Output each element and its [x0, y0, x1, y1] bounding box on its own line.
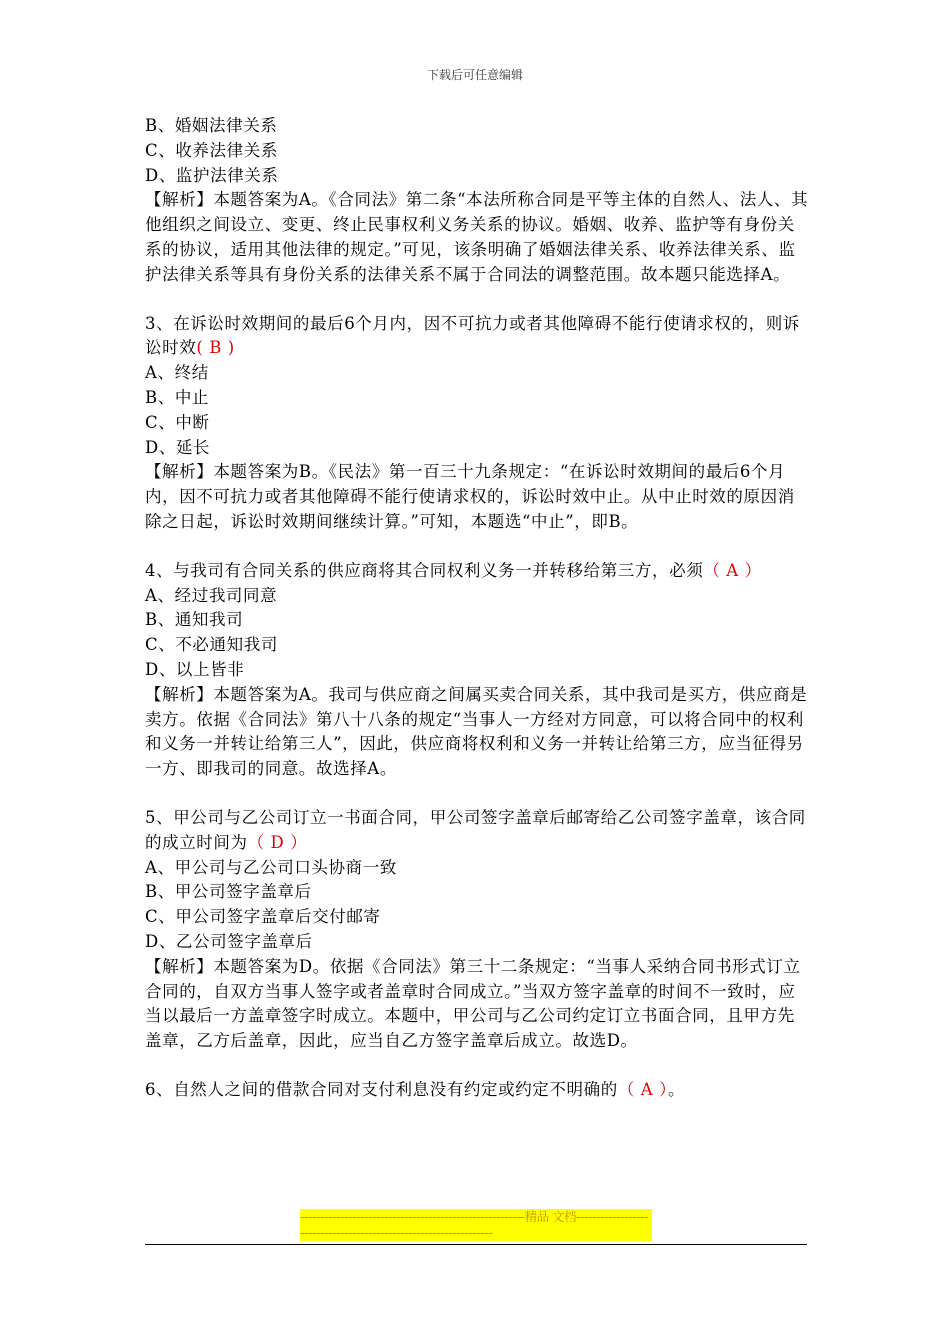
option-d: D、延长: [145, 437, 211, 457]
question-4-block: [145, 559, 810, 782]
option-c: C、不必通知我司: [145, 635, 278, 655]
paragraph-gap: [145, 1054, 810, 1078]
option-a: A、终结: [145, 363, 209, 383]
option-d: D、乙公司签字盖章后: [145, 931, 313, 951]
option-c: C、中断: [145, 412, 210, 432]
paragraph-gap: [145, 535, 810, 559]
footer-divider: [145, 1244, 807, 1245]
option-b: B、中止: [145, 387, 210, 407]
analysis-paragraph: 【解析】本题答案为B。《民法》第一百三十九条规定：“在诉讼时效期间的最后6个月内，因不可抗力或者其他障碍不能行使请求权的，诉讼时效中止。从中止时效的原因消除之日起，诉讼时效期间继续计算。”可知，本题选“中止”，即B。: [145, 462, 795, 531]
question-5-block: [145, 806, 810, 1054]
question-stem: 3、在诉讼时效期间的最后6个月内，因不可抗力或者其他障碍不能行使请求权的，则诉讼时效: [145, 313, 800, 358]
question-6-block: [145, 1078, 810, 1103]
option-c: C、收养法律关系: [145, 140, 278, 160]
option-c: C、甲公司签字盖章后交付邮寄: [145, 907, 381, 927]
option-a: A、甲公司与乙公司口头协商一致: [145, 857, 397, 877]
paragraph-gap: [145, 782, 810, 806]
question-text: [145, 312, 810, 362]
question-text: [145, 1078, 810, 1103]
question-stem: 5、甲公司与乙公司订立一书面合同，甲公司签字盖章后邮寄给乙公司签字盖章，该合同的成立时间为: [145, 807, 806, 852]
option-d: D、监护法律关系: [145, 165, 279, 185]
analysis-paragraph: 【解析】本题答案为D。依据《合同法》第三十二条规定：“当事人采纳合同书形式订立合同的，自双方当事人签字或者盖章时合同成立。”当双方签字盖章的时间不一致时，应当以最后一方盖章签字时成立。本题中，甲公司与乙公司约定订立书面合同，且甲方先盖章，乙方后盖章，因此，应当自乙方签字盖章后成立。故选D。: [145, 956, 801, 1051]
answer-marker: ( B ): [196, 338, 235, 358]
option-d: D、以上皆非: [145, 659, 245, 679]
question-stem: 6、自然人之间的借款合同对支付利息没有约定或约定不明确的: [145, 1079, 618, 1099]
option-b: B、通知我司: [145, 610, 244, 630]
answer-marker: （ A ）: [703, 560, 762, 580]
question-suffix: 。: [667, 1079, 686, 1099]
answer-marker: （ D ）: [247, 832, 308, 852]
analysis-paragraph: 【解析】本题答案为A。我司与供应商之间属买卖合同关系，其中我司是买方，供应商是卖方。依据《合同法》第八十八条的规定“当事人一方经对方同意，可以将合同中的权利和义务一并转让给第三人”，因此，供应商将权利和义务一并转让给第三方，应当征得另一方、即我司的同意。故选择A。: [145, 684, 808, 779]
question-3-block: [145, 312, 810, 535]
document-body: [145, 114, 810, 1103]
question-text: [145, 559, 810, 584]
answer-marker: （ A ）: [617, 1079, 668, 1099]
option-b: B、甲公司签字盖章后: [145, 882, 312, 902]
analysis-paragraph: 【解析】本题答案为A。《合同法》第二条“本法所称合同是平等主体的自然人、法人、其他组织之间设立、变更、终止民事权利义务关系的协议。婚姻、收养、监护等有身份关系的协议，适用其他法律的规定。”可见，该条明确了婚姻法律关系、收养法律关系、监护法律关系等具有身份关系的法律关系不属于合同法的调整范围。故本题只能选择A。: [145, 190, 809, 284]
paragraph-gap: [145, 288, 810, 312]
footer-watermark-band: --------------------------------------------------------精品 文档------------------------------------------------------------------: [300, 1209, 652, 1241]
question-text: [145, 806, 810, 856]
option-a: A、经过我司同意: [145, 585, 278, 605]
question-2-block: [145, 114, 810, 288]
question-stem: 4、与我司有合同关系的供应商将其合同权利义务一并转移给第三方，必须: [145, 560, 704, 580]
option-b: B、婚姻法律关系: [145, 116, 278, 135]
page-header: 下载后可任意编辑: [426, 68, 523, 82]
